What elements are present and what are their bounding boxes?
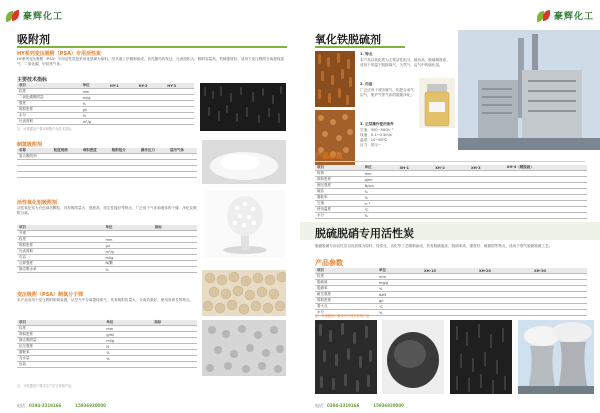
- table-note: 注：可根据用户要求调整产品技术指标。: [17, 127, 75, 131]
- brand-name: 豪辉化工: [553, 12, 594, 22]
- table-row: 磨耗率 %: [17, 350, 197, 356]
- table-row: 粒度 mm: [17, 326, 197, 332]
- cylinder-carbon-photo: [450, 320, 512, 394]
- paragraph: 脱硫脱硝专用活性炭以优质煤为原料，经炭化、活化等工艺精制而成，具有脱硫值高、脱硝率高、强度好、耐磨损等特点，适用于烟气脱硫脱硝工艺。: [315, 244, 553, 248]
- condition-line: 压力：常压~: [360, 143, 381, 147]
- subsection-alumina: 活性氧化铝吸附剂: [17, 200, 58, 206]
- paragraph: 本产品适用于变压吸附制氧装置，从空气中分离提纯氧气，具有吸附容量大、分离效果好、使用寿命长等特点。: [17, 298, 194, 302]
- table-row: 抗压强度 N: [17, 344, 197, 350]
- table-row: 复合吸附剂: [17, 154, 197, 160]
- footer-contact: [17, 403, 106, 409]
- spec-table-3: [17, 225, 197, 273]
- table-row: [17, 172, 197, 178]
- footer-contact: [315, 403, 404, 409]
- mobile-number: 15936920000: [75, 403, 106, 408]
- subsection-oxygen-sieve: 变压吸附（PSA）制氧分子筛: [17, 292, 84, 298]
- table-row: 空速 h⁻¹: [315, 201, 587, 207]
- section-divider: [17, 46, 287, 48]
- table-row: 堆积密度 g/ml: [17, 332, 197, 338]
- cooling-tower-photo: [518, 320, 594, 394]
- subsection-hydrogen-adsorbent: 制氢吸附剂: [17, 142, 43, 148]
- table-row: 堆积密度 g/l: [17, 243, 197, 249]
- phone-label: 电话：: [17, 403, 29, 408]
- table-row: 着火点 ℃: [315, 304, 587, 310]
- divider: [315, 161, 585, 162]
- conditions-title: 3. 正常操作使用条件: [360, 122, 394, 126]
- brand-name: 豪辉化工: [23, 12, 64, 22]
- condition-line: 温度：10~60℃: [360, 138, 387, 142]
- usage-title: 2. 用途: [360, 82, 373, 86]
- table-row: 比表面积 m²/g: [17, 249, 197, 255]
- table-row: 粒度 mm: [315, 274, 587, 280]
- spec-table-2: [17, 148, 197, 178]
- powder-photo: [202, 140, 286, 184]
- table-row: 磨耗率 %: [315, 195, 587, 201]
- brand-logo: [6, 9, 63, 22]
- sieve-pellets-photo: [202, 320, 286, 376]
- table-row: 脱硝率 %: [315, 286, 587, 292]
- table-label: 主要技术指标: [17, 77, 48, 83]
- logo-icon: [537, 10, 551, 22]
- table-row: 水分 %: [315, 213, 587, 219]
- section2-title: 脱硫脱硝专用活性炭: [315, 227, 414, 240]
- table-row: 硫容 %: [315, 189, 587, 195]
- table-header: 项目 单位 HY-1 HY-2 HY-3: [17, 83, 194, 89]
- section-divider: [315, 46, 405, 48]
- table-note: 注：可根据用户要求生产其它规格产品。: [17, 384, 75, 388]
- spec-table-r2: [315, 268, 587, 316]
- table-row: 静态吸附量 ml/g: [17, 338, 197, 344]
- table-row: 堆积密度 g/l: [17, 107, 194, 113]
- paragraph: 活性氧化铝为白色球状颗粒，具有吸附量大、强度高、再生性能好等特点，广泛用于气体和液体的干燥、净化及吸附分离。: [17, 206, 197, 215]
- table-row: 脱硫值 mg/g: [315, 280, 587, 286]
- phone-number: 0394-3319166: [29, 403, 62, 408]
- table-row: 含水量 %: [17, 356, 197, 362]
- condition-line: 线速：0.1~0.3m/s: [360, 133, 392, 137]
- iron-oxide-pellets-photo: [315, 51, 355, 107]
- alumina-beads-photo: [205, 190, 285, 258]
- feature-title: 1. 特点: [360, 52, 373, 56]
- table-row: 粒度 mm: [17, 89, 194, 95]
- table-row: 粒度 mm: [17, 237, 197, 243]
- params-title: 产品参数: [315, 152, 343, 160]
- table-row: 孔容 ml/g: [17, 255, 197, 261]
- table-row: 比表面积 m²/g: [17, 119, 194, 125]
- table-row: 耐压强度 daN: [315, 292, 587, 298]
- params2-title: 产品参数: [315, 259, 343, 267]
- table-header: 项目 单位 XH-1 XH-2 XH-3 XH-4（精脱硫）: [315, 165, 587, 171]
- table-row: 堆积密度 g/ml: [315, 177, 587, 183]
- pellet-carbon-photo: [315, 320, 377, 394]
- table-row: 外观: [17, 231, 197, 237]
- table-row: 水分 %: [315, 310, 587, 316]
- paragraph: HY系列变压吸附（PSA）专用活性炭是采用优质煤为原料，经多道工序精制而成，其孔隙结构发达、比表面积大、吸附容量高、机械强度好。适用于变压吸附分离提纯氢气、二氧化碳、甲烷等气体。: [17, 57, 285, 66]
- table-row: 堆积密度 g/l: [315, 298, 587, 304]
- table-row: 水分 %: [17, 113, 194, 119]
- subsection-psa-carbon: HY系列变压吸附（PSA）专用活性炭: [17, 51, 101, 57]
- section-title: 吸附剂: [17, 33, 50, 46]
- table-header: 项目 单位 指标: [17, 225, 197, 231]
- usage-text: 广泛应用于城市煤气、化肥合成气、沼气、焦炉气等气体的脱硫净化。: [360, 88, 418, 97]
- table-row: 使用温度 ℃: [315, 207, 587, 213]
- mobile-number: 15936920000: [373, 403, 404, 408]
- power-plant-photo: [458, 30, 600, 150]
- molecular-sieve-photo: [202, 270, 286, 316]
- spec-table-4: [17, 320, 197, 368]
- table-row: 压碎强度 N/颗: [17, 261, 197, 267]
- section-title: 氧化铁脱硫剂: [315, 33, 381, 46]
- table-row: 静态吸水率 %: [17, 267, 197, 273]
- granular-carbon-photo: [382, 320, 444, 394]
- right-page: [300, 0, 600, 413]
- table-row: 规格 mm: [315, 171, 587, 177]
- feature-text: 本产品以氧化铁为主要活性组分，硫容高、脱硫精度高，适用于常温下脱除煤气、天然气、沼气中的硫化氢。: [360, 58, 450, 67]
- table-row: 强度 %: [17, 101, 194, 107]
- table-header: 项目 单位 指标: [17, 320, 197, 326]
- spec-table-1: [17, 83, 194, 125]
- table-row: 侧压强度 N/cm: [315, 183, 587, 189]
- table-row: 二氧化碳吸附量 ml/g: [17, 95, 194, 101]
- phone-label: 电话：: [315, 403, 327, 408]
- condition-line: 空速：300~500h⁻¹: [360, 128, 394, 132]
- table-row: 包装: [17, 362, 197, 368]
- logo-icon: [6, 10, 20, 22]
- phone-number: 0394-3319166: [327, 403, 360, 408]
- table-note: 注：可根据用户要求生产其它规格产品。: [315, 314, 373, 318]
- table-header: 名称 粒度规格 堆积密度 吸附组分 操作压力 适用气体: [17, 148, 197, 154]
- table-header: 项目 单位 XH-15 XH-20 XH-30: [315, 268, 587, 274]
- brand-logo: [537, 9, 594, 22]
- product-jar-photo: [419, 78, 455, 128]
- spec-table-r1: [315, 165, 587, 219]
- activated-carbon-photo: [200, 83, 286, 131]
